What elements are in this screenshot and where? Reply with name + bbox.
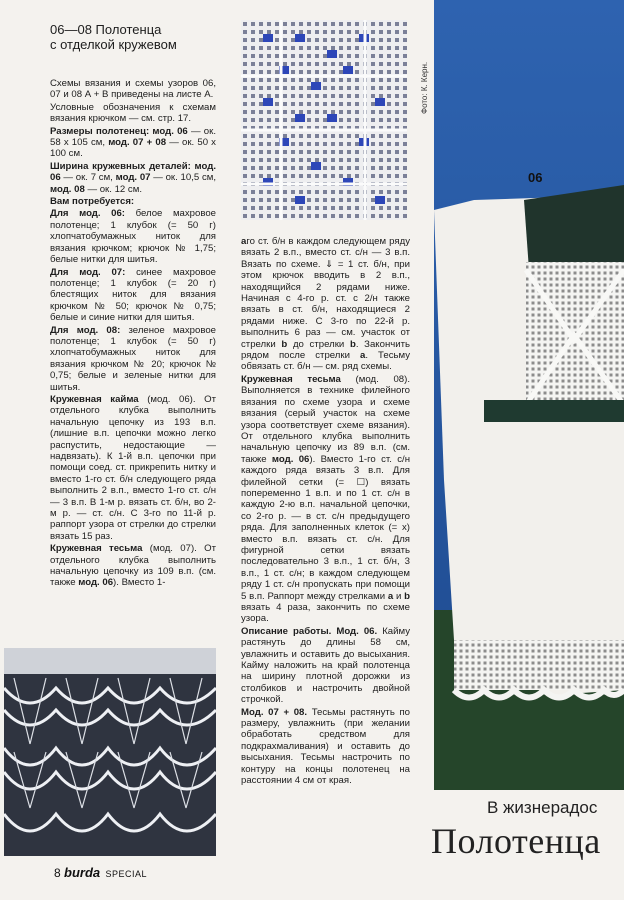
bold-run: Кружевная тесьма — [50, 543, 143, 555]
lace-edging-photo — [4, 648, 216, 856]
col1-paragraph — [50, 196, 216, 207]
text-run: — ок. 7 см, — [60, 172, 116, 184]
filet-crochet-photo — [241, 20, 407, 220]
bold-run: мод. 06 — [78, 577, 114, 589]
model-number-badge: 06 — [528, 170, 543, 185]
col1-paragraph — [50, 78, 216, 101]
brand-logo: burda — [64, 865, 101, 880]
text-run: и — [393, 590, 405, 602]
text-run: (мод. 07). От отдельного клубка выполнить начальную цепочку из 109 в.п. (см. также — [50, 543, 216, 589]
bold-run: b — [404, 590, 410, 602]
text-run: синее махровое полотенце; 1 клубок (= 20 г) блестящих ниток для вязания крючком № 50; крючок № 0,75; белые и синие нитки для шитья. — [50, 266, 217, 324]
bold-run: Кружевная тесьма — [241, 373, 341, 385]
bold-run: Ширина кружевных деталей: мод. 06 — [50, 160, 216, 184]
text-run: — ок. 12 см. — [84, 183, 142, 195]
text-run: — ок. 58 х 105 см, — [50, 125, 216, 149]
text-run: ). Вместо 1- — [113, 577, 166, 589]
text-run: (мод. 06). От отдельного клубка выполнить начальную цепочку из 193 в.п. (лишние в.п. цепочки можно легко распустить, недостающие — надвязать). К 1-й в.п. цепочки при помощи соед. ст. прикрепить нитку и вместо 1-го ст. б/н следующего ряда выполнить 2 в.п., вместо 1-го ст. с/н — 3 в.п. В 1-м р. вязать ст. б/н, во 2-м р. — ст. с/н. С 3-го по 11-й р. раппорт узора от стрелки до стрелки вязать 15 раз. — [50, 393, 216, 542]
col1-paragraph — [50, 325, 216, 393]
bold-run: а — [360, 350, 366, 362]
text-run: — ок. 50 х 100 см. — [50, 137, 216, 160]
page-footer — [54, 865, 147, 880]
bold-run: Размеры полотенец: мод. 06 — [50, 125, 188, 137]
bold-run: Для мод. 08: — [50, 324, 121, 336]
brand-special: SPECIAL — [105, 869, 148, 879]
bold-run: b — [281, 338, 288, 350]
text-run: Схемы вязания и схемы узоров 06, 07 и 08 А + В приведены на листе А. — [50, 78, 216, 101]
col2-paragraph — [241, 374, 410, 625]
text-run: до стрелки — [287, 338, 350, 350]
col2-paragraph — [241, 626, 410, 706]
bold-run: мод. 07 + 08 — [108, 137, 167, 149]
bold-run: b — [349, 338, 356, 350]
towel-photo — [434, 0, 624, 790]
text-run: . Тесьму обвязать ст. б/н — см. ряд — [241, 350, 410, 373]
bold-run: Описание работы. Мод. 06. — [241, 625, 378, 637]
bold-run: Вам потребуется: — [50, 196, 135, 208]
col1-paragraph — [50, 126, 216, 160]
text-run: . Закончить рядом после стрелки — [241, 338, 410, 362]
col1-paragraph — [50, 102, 216, 125]
text-run: (мод. 08). Выполняется в технике филейного вязания по схеме узора и схеме вязания (серый участок на схеме узора соответствует схеме вязания). От отдельного клубка выполнить начальную цепочку из 89 в.п. (см. также — [241, 373, 410, 465]
text-run: го ст. б/н в каждом следующем ряду вязать 2 в.п., вместо ст. с/н — 3 в.п. Вязать по схеме. ⇓ = 1 ст. б/н, при этом крючок вводить в 2 в.п., находящийся 2 рядами ниже. Начиная с 4-го р. ст. с 2/н также вязать в ст. б/н, находящиеся 2 рядами ниже. С 3-го по 22-й р. выполнить 6 раз — см. участок от стрелки — [241, 236, 410, 350]
col1-paragraph — [50, 267, 216, 324]
headline-big: Полотенца — [431, 821, 601, 861]
text-run: Условные обозначения к схемам вязания крючком — см. стр. 17. — [50, 101, 216, 125]
col2-paragraph — [241, 707, 410, 787]
text-run: Кайму растянуть до длины 58 см, увлажнить и оставить до высыхания. Кайму наложить на край полотенца на ширину плотной дорожки из столбиков и настрочить двойной строчкой. — [241, 625, 410, 706]
headline-small: В жизнерадос — [487, 798, 598, 817]
col1-paragraph — [50, 543, 216, 589]
photo-credit: Фото: К. Керн. — [420, 61, 429, 114]
page-number: 8 — [54, 866, 61, 880]
text-run: Тесьмы растянуть по размеру, увлажнить (при желании обработать средством для подкрахмаливания) и оставить до высыхания. Тесьмы настрочить по контуру на концы полотенец на расстоянии 4 см от края. — [241, 706, 411, 787]
text-run: ). Вместо 1-го ст. с/н каждого ряда вязать 3 в.п. Для филейной сетки (= ☐) вязать попеременно 1 в.п. и по 1 ст. с/н в каждую 2-ю в.п. начальной цепочки, со 2-го р. — в ст. с/н предыдущего ряда. Для заполненных клеток (= х) вместо в.п. вязать ст. с/н. Для фигурной сетки вязать последовательно 3 в.п., 1 ст. б/н, 3 в.п., 1 ст. с/н; в каждом следующем ряду 1 ст. с/н пропускать при помощи 5 в.п. Раппорт между стрелками — [241, 453, 410, 602]
bold-run: а — [241, 236, 247, 247]
article-title: 06—08 Полотенца с отделкой кружевом — [50, 22, 177, 52]
bold-run: мод. 06 — [271, 453, 310, 465]
col2-paragraph — [241, 236, 410, 373]
text-run: — ок. 10,5 см, — [150, 172, 217, 184]
bold-run: мод. 08 — [50, 183, 85, 195]
bold-run: Для мод. 07: — [50, 266, 126, 278]
text-run: вязать 4 раза, закончить по схеме узора. — [241, 602, 410, 625]
bold-run: a — [387, 590, 394, 602]
text-column-left — [50, 78, 216, 590]
bold-run: мод. 07 — [115, 172, 151, 184]
col1-paragraph — [50, 208, 216, 265]
text-run: схемы. — [360, 361, 392, 373]
bold-run: Кружевная кайма — [50, 393, 139, 405]
text-run: белое махровое полотенце; 1 клубок (= 50 г) хлопчатобумажных ниток для вязания крючком; крючок № 1,75; белые нитки для шитья. — [50, 208, 217, 266]
col1-paragraph — [50, 394, 216, 542]
col1-paragraph — [50, 161, 216, 195]
bold-run: Мод. 07 + 08. — [241, 706, 308, 718]
text-run: зеленое махровое полотенце; 1 клубок (= 50 г) хлопчатобумажных ниток для вязания крючком № 20; крючок № 0,75; белые и зеленые нитки для шитья. — [50, 324, 216, 393]
bold-run: Для мод. 06: — [50, 208, 126, 220]
text-column-middle — [241, 236, 410, 788]
